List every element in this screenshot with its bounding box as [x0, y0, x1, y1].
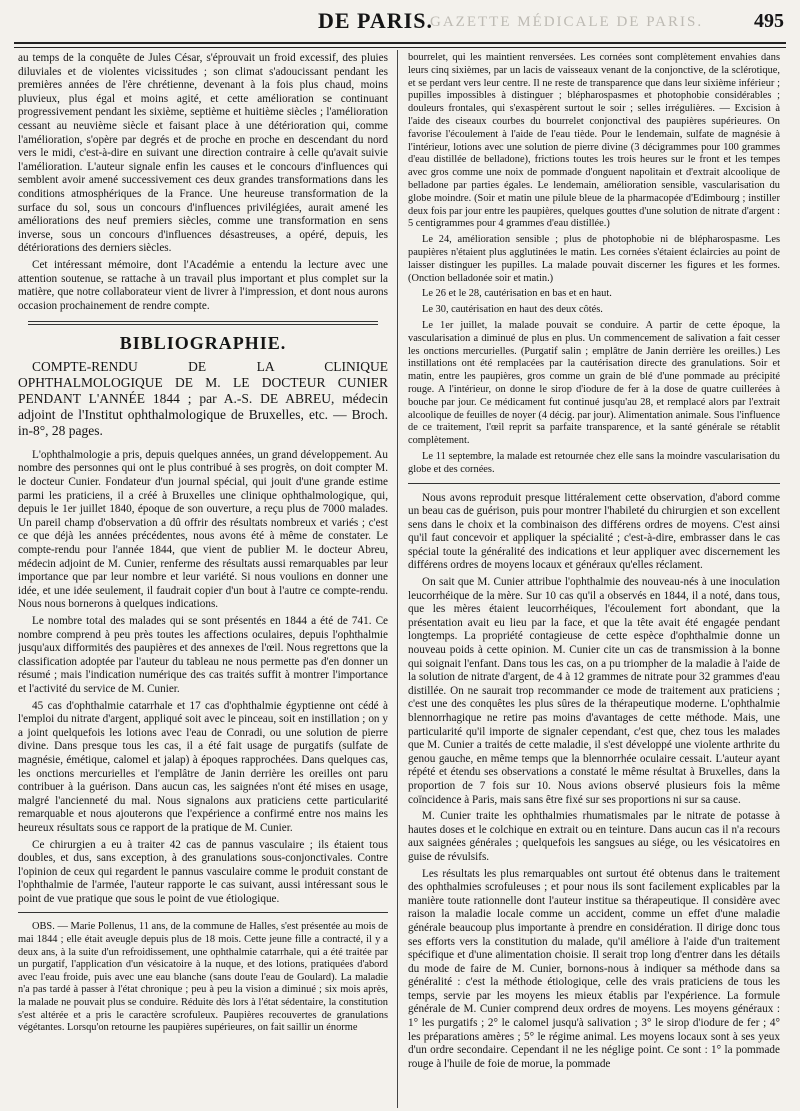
- observation-paragraph: bourrelet, qui les maintient renversées. Les cornées sont complètement envahies dans leurs cinq sixièmes, par un lacis de vaisseaux venant de la conjonctive, de la sclérotique, et se perdant vers leur centre. Il ne reste de transparence que dans leur sixième inférieur ; pupilles impossibles à distinguer ; blépharospasmes et photophobie considérables ; douleurs frontales, qui s'exaspèrent surtout le soir ; selles irrégulières. — Excision à l'aide des ciseaux courbes du bourrelet conjonctival des paupières supérieures. On favorise l'écoulement à l'aide de l'eau tiède. Pour le lendemain, sulfate de magnésie à l'intérieur, lotions avec une solution de pierre divine (3 décigrammes pour 100 grammes d'eau distillée de belladone), frictions toutes les trois heures sur le front et les tempes avec gros comme une noix de pommade d'onguent napolitain et d'extrait alcoolique de belladone par parties égales. Le lendemain, amélioration sensible, vascularisation du globe moindre. (Soir et matin une pilule bleue de la pharmacopée d'Edimbourg ; instiller deux fois par jour entre les paupières, quelques gouttes d'une solution de nitrate d'argent : 5 centigrammes pour 4 grammes d'eau distillée.): [408, 52, 780, 230]
- header-rule: [14, 42, 786, 48]
- page-number: 495: [754, 10, 784, 32]
- observation-paragraph: OBS. — Marie Pollenus, 11 ans, de la commune de Halles, s'est présentée au mois de mai 1844 ; elle était aveugle depuis plus de 18 mois. Cette jeune fille a contracté, il y a deux ans, à la suite d'un refroidissement, une ophthalmie catarrhale, qui a été traitée par un purgatif, l'application d'un vésicatoire à la nuque, et des lotions, pratiquées d'abord avec l'eau froide, puis avec une eau blanche (sans doute l'eau de Goulard). La maladie n'a pas tardé à passer à l'état chronique ; peu à peu la vision a diminué ; six mois après, la malade ne pouvait plus se conduire. Réduite dès lors à l'état sédentaire, la constitution s'est altérée et a pris le caractère scrofuleux. Paupières recouvertes de granulations végétantes. Lorsqu'on retourne les paupières supérieures, on fait saillir un énorme: [18, 921, 388, 1034]
- observation-paragraph: Le 30, cautérisation en haut des deux côtés.: [422, 304, 603, 316]
- divider: [18, 912, 388, 913]
- observation-paragraph: Le 26 et le 28, cautérisation en bas et en haut.: [422, 288, 612, 300]
- divider: [408, 483, 780, 484]
- paragraph: M. Cunier traite les ophthalmies rhumatismales par le nitrate de potasse à hautes doses et le colchique en extrait ou en teinture. Dans aucun cas il n'a recours aux saignées générales ; quelquefois les sangsues au siége, ou les vésicatoires en guise de révulsifs.: [408, 810, 780, 863]
- section-title: BIBLIOGRAPHIE.: [119, 333, 287, 354]
- running-title: DE PARIS.: [318, 8, 433, 33]
- bleed-through-text: GAZETTE MÉDICALE DE PARIS.: [430, 14, 704, 30]
- observation-paragraph: Le 11 septembre, la malade est retournée chez elle sans la moindre vascularisation du globe et des cornées.: [408, 450, 780, 475]
- paragraph-intro: au temps de la conquête de Jules César, s'éprouvait un froid excessif, des pluies diluviales et de violentes vicissitudes ; son climat s'adoucissant pendant les premières années de l'ère chrétienne, devenant à la fois plus chaud, moins pluvieux, plus égal et moins agité, et cette amélioration se continuant progressivement pendant les sixième, septième et huitième siècles ; l'amélioration cessant au neuvième siècle et faisant place à une détérioration qui, comme l'amélioration, s'opère par degrés et de proche en proche en descendant du nord vers le midi, c'est-à-dire en suivant une direction contraire à celle qu'avait suivie l'amélioration. L'auteur signale enfin les causes et le concours d'influences qui semblent avoir amené successivement ces deux grandes transformations dans les conditions atmosphériques de la France. Une heureuse transformation de la surface du sol, sous un concours d'influences privilégiées, aurait amené les améliorations des neuf premiers siècles, comme une transformation en sens inverse, sous un concours d'influences désastreuses, a opéré, depuis, les détériorations des derniers siècles.: [18, 52, 388, 255]
- paragraph: Le nombre total des malades qui se sont présentés en 1844 a été de 741. Ce nombre comprend à peu près toutes les affections oculaires, depuis l'ophthalmie jusqu'aux difformités des paupières et des annexes de l'œil. Nous regrettons que la classification adoptée par l'auteur du tableau ne nous permette pas d'en donner un résumé ; mais l'indication numérique des cas traités suffit à montrer l'importance et l'activité du service de M. Cunier.: [18, 615, 388, 695]
- paragraph: Ce chirurgien a eu à traiter 42 cas de pannus vasculaire ; ils étaient tous doubles, et dus, sans exception, à des granulations sous-conjonctivales. Contre l'opinion de ceux qui regardent le pannus vasculaire comme le produit constant de l'ophthalmie de l'armée, l'auteur rapporte le cas suivant, aussi intéressant sous le point de vue pratique que sous le point de vue étiologique.: [18, 838, 388, 905]
- paragraph-memoire: Cet intéressant mémoire, dont l'Académie a entendu la lecture avec une attention soutenue, se rattache à un travail plus important et plus complet sur la matière, que notre collaborateur vient de livrer à l'impression, et dont nous aurons occasion prochainement de rendre compte.: [18, 258, 388, 312]
- paragraph: Les résultats les plus remarquables ont surtout été obtenus dans le traitement des ophthalmies scrofuleuses ; et pour nous ils sont facilement explicables par la manière toute rationnelle dont l'auteur institue sa thérapeutique. Il considère avec raison la maladie locale comme un accident, comme un effet d'une maladie générale beaucoup plus importante à prendre en considération. Il dirige donc tous ses efforts vers la constitution du malade, qu'il améliore à l'aide d'un traitement spécifique et d'une alimentation choisie. Il serait trop long d'entrer dans les détails du mode de faire de M. Cunier, bornons-nous à indiquer sa méthode dans sa généralité : c'est la méthode étiologique, celle des vrais praticiens de tous les temps, servie par les moyens les mieux établis par l'expérience. La formule générale de M. Cunier comprend deux ordres de moyens. Les moyens généraux : 1° les purgatifs ; 2° le calomel jusqu'à salivation ; 3° le sirop d'iodure de fer ; 4° les préparations amères ; 5° le régime animal. Les moyens locaux sont à ses yeux d'un ordre secondaire. Cependant il ne les néglige point. Ce sont : 1° la pommade rouge à l'huile de foie de morue, la pommade: [408, 867, 780, 1070]
- observation-paragraph: Le 1er juillet, la malade pouvait se conduire. A partir de cette époque, la vascularisation a diminué de plus en plus. Un commencement de salivation a fait cesser les onctions mercurielles. (Purgatif salin ; emplâtre de Janin derrière les oreilles.) Les instillations ont été remplacées par la cautérisation directe des granulations. Soir et matin, entre les paupières, gros comme un grain de blé d'une pommade au précipité rouge. A l'intérieur, on donne le sirop d'iodure de fer à la dose de quatre cuillerées à bouche par jour. Ce médicament fut continué jusqu'au 28, et remplacé alors par l'extrait alcoolique de feuilles de noyer (4 décig. par jour). Alimentation animale. Sous l'influence de ce traitement, l'œil reprit sa parfaite transparence, et la santé générale se rétablit complètement.: [408, 319, 780, 447]
- column-divider: [397, 50, 398, 1108]
- section-separator: [28, 321, 378, 325]
- left-column: [18, 52, 388, 1107]
- right-column: [408, 52, 780, 1107]
- page-header: [0, 0, 800, 40]
- book-title: COMPTE-RENDU DE LA CLINIQUE OPHTHALMOLOGIQUE DE M. LE DOCTEUR CUNIER PENDANT L'ANNÉE 1844 ; par A.-S. DE ABREU, médecin adjoint de l'Institut ophthalmologique de Bruxelles, etc. — Broch. in-8°, 28 pages.: [18, 358, 388, 438]
- paragraph: Nous avons reproduit presque littéralement cette observation, d'abord comme un beau cas de guérison, puis pour montrer l'habileté du chirurgien et son excellent sens dans le choix et la combinaison des différens ordres de moyens. C'est ainsi qu'il faut concevoir et appliquer la spécialité ; c'est-à-dire, embrasser dans le cas spécial toute la généralité des indications et leur appliquer avec discernement les différens ordres de moyens locaux et généraux qu'elles réclament.: [408, 491, 780, 572]
- paragraph: 45 cas d'ophthalmie catarrhale et 17 cas d'ophthalmie égyptienne ont cédé à l'emploi du nitrate d'argent, appliqué soit avec le pinceau, soit en instillation ; on y a joint quelquefois les lotions avec l'eau de Conradi, ou une solution de pierre divine. Dans presque tous les cas, il a été fait usage de purgatifs (sulfate de magnésie, émétique, calomel et jalap) à époques rapprochées. Dans quelques cas, les onctions mercurielles et l'emplâtre de Janin derrière les oreilles ont paru contribuer à la guérison. Dans aucun cas, les saignées n'ont été mises en usage, malgré l'ancienneté du mal. Nous signalons aux praticiens cette particularité remarquable et nous ajouterons que l'expérience a confirmé entre nos mains les heureux résultats sous ce rapport de la pratique de M. Cunier.: [18, 699, 388, 834]
- paragraph: L'ophthalmologie a pris, depuis quelques années, un grand développement. Au nombre des personnes qui ont le plus contribué à ses progrès, on doit compter M. le docteur Cunier. Fondateur d'un journal spécial, qui jouit d'une grande estime parmi les praticiens, il a créé à Bruxelles une clinique ophthalmologique, qui, depuis le 1er juillet 1840, époque de son ouverture, a reçu plus de 7000 malades. Un pareil champ d'observation a dû offrir des résultats nombreux et variés ; c'est ce que déjà les années précédentes, nous avons été à même de constater. Le compte-rendu pour l'année 1844, que vient de publier M. le docteur Abreu, médecin adjoint de M. Cunier, renferme des résultats aussi remarquables par leur importance que par leur nombre et leur variété. Si nous voulions en donner une idée, et une idée seulement, il faudrait copier d'un bout à l'autre ce compte-rendu. Nous nous bornerons à quelques indications.: [18, 448, 388, 611]
- paragraph: On sait que M. Cunier attribue l'ophthalmie des nouveau-nés à une inoculation leucorrhéique de la mère. Sur 10 cas qu'il a observés en 1844, il a noté, dans tous, que les mères étaient leucorrhéiques, l'écoulement fort abondant, que la présentation avait eu lieu par la face, et que la tête avait été engagée pendant longtemps. La propriété contagieuse de cette espèce d'ophthalmie donne un nouveau poids à cette opinion. M. Cunier cite un cas de transmission à la bonne qui soignait l'enfant. Dans tous les cas, on a pu triompher de la maladie à l'aide de la solution de nitrate d'argent, de 4 à 12 grammes de nitrate pour 32 grammes d'eau distillée. On ne saurait trop recommander ce mode de traitement aux praticiens ; c'est une des conquêtes les plus sûres de la thérapeutique moderne. L'ophthalmie blennorrhagique ne retire pas moins d'avantages de cette méthode. Mais, une particularité qu'il importe de signaler cependant, c'est que, chez tous les malades que M. Cunier a traités de cette maladie, il s'est développé une violente arthrite du genou gauche, en même temps que la blennorrhée oculaire cessait. L'auteur ayant répété et étendu ses observations a constaté le même résultat à Bruxelles, dans la proportion de 7 fois sur 10. Nous avions observé plusieurs fois la même coïncidence à Paris, mais sans être fixé sur ses proportions ni sur sa cause.: [408, 576, 780, 806]
- observation-paragraph: Le 24, amélioration sensible ; plus de photophobie ni de blépharospasme. Les paupières n'étaient plus agglutinées le matin. Les cornées s'étaient éclaircies au point de laisser distinguer les pupilles. La malade pouvait discerner les figures et les formes. (Onction belladonée soir et matin.): [408, 234, 780, 284]
